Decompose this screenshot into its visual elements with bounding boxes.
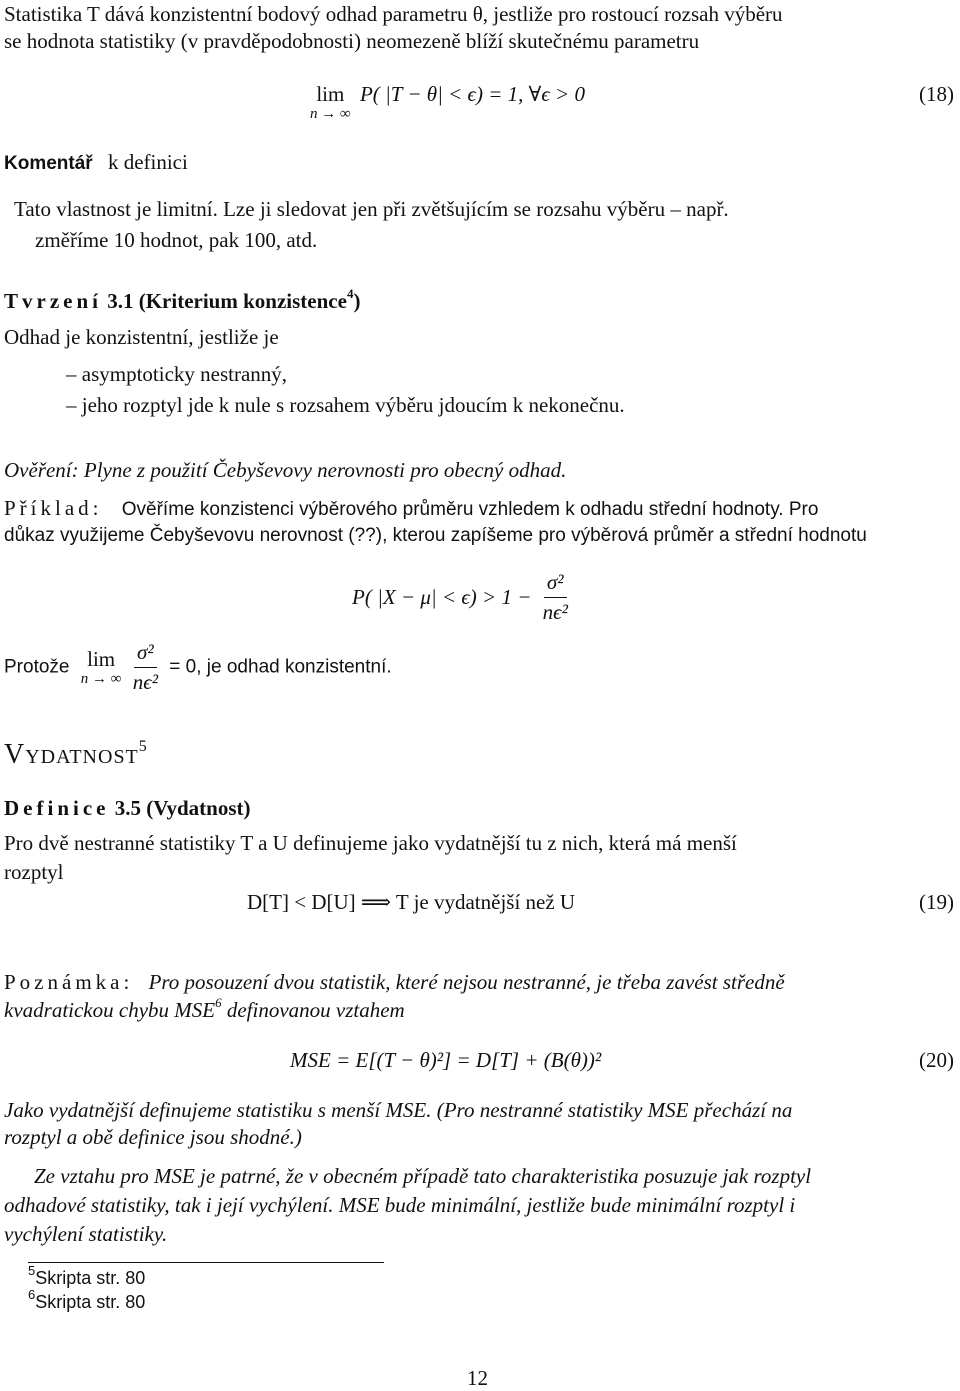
lim-subscript: n → ∞: [310, 106, 351, 123]
text-line: odhadové statistiky, tak i její vychýlení. MSE bude minimální, jestliže bude minimální rozptyl i: [4, 1193, 796, 1217]
footnote: [28, 1287, 146, 1314]
theorem-title-close: ): [353, 289, 361, 313]
chebyshev-inequality: [352, 570, 574, 625]
fraction-numerator: σ²: [134, 640, 157, 668]
equation-body: P( |T − θ| < ϵ) = 1, ∀ϵ > 0: [359, 82, 585, 106]
text-line: rozptyl: [4, 860, 64, 884]
footnote-mark: 6: [215, 995, 222, 1010]
text-line: Pro posouzení dvou statistik, které nejsou nestranné, je třeba zavést středně: [148, 970, 785, 994]
definition-number: 3.5: [114, 796, 141, 820]
equation-body: MSE = E[(T − θ)²] = D[T] + (B(θ))²: [290, 1048, 602, 1072]
limit-operator: [310, 82, 351, 123]
section-title: Vydatnost: [4, 739, 139, 770]
footnote-text: Skripta str. 80: [35, 1292, 146, 1312]
text-line: Ze vztahu pro MSE je patrné, že v obecném případě tato charakteristika posuzuje jak rozptyl: [34, 1164, 812, 1188]
theorem-intro: Odhad je konzistentní, jestliže je: [4, 325, 279, 349]
limit-operator: [81, 647, 122, 688]
text-line: Ověříme konzistenci výběrového průměru vzhledem k odhadu střední hodnoty. Pro: [121, 499, 819, 520]
footnote-rule: [28, 1262, 384, 1263]
equation-number: (20): [919, 1048, 954, 1072]
comment-label: Komentář: [4, 153, 93, 174]
text-line: se hodnota statistiky (v pravděpodobnosti) neomezeně blíží skutečnému parametru: [4, 29, 700, 53]
theorem-title: (Kriterium konzistence: [138, 289, 347, 313]
remark-label: Poznámka:: [4, 970, 134, 994]
page-number: 12: [467, 1366, 488, 1390]
footnote-mark: 5: [138, 737, 148, 755]
footnote: [28, 1263, 146, 1290]
inequality-left: P( |X − μ| < ϵ) > 1 −: [352, 585, 532, 610]
theorem-number: 3.1: [107, 289, 134, 313]
because-line: [4, 640, 392, 695]
text-line: vychýlení statistiky.: [4, 1222, 168, 1246]
lim-text: lim: [316, 82, 345, 106]
comment-title: k definici: [107, 150, 188, 174]
definition-label: Definice: [4, 796, 110, 820]
text-line: důkaz využijeme Čebyševovu nerovnost (??), kterou zapíšeme pro výběrová průměr a střední hodnotu: [4, 525, 867, 546]
text-line: Jako vydatnější definujeme statistiku s menší MSE. (Pro nestranné statistiky MSE přechází na: [4, 1098, 793, 1122]
lim-subscript: n → ∞: [80, 671, 122, 688]
lim-text: lim: [87, 647, 116, 672]
text-line: Tato vlastnost je limitní. Lze ji sledovat jen při zvětšujícím se rozsahu výběru – např.: [14, 197, 729, 221]
footnote-text: Skripta str. 80: [35, 1268, 146, 1288]
footnote-mark: 4: [346, 286, 354, 301]
example-label: Příklad:: [4, 496, 103, 520]
text-line: Pro dvě nestranné statistiky T a U definujeme jako vydatnější tu z nich, která má menší: [4, 831, 737, 855]
fraction-denominator: nϵ²: [542, 600, 568, 625]
fraction-numerator: σ²: [544, 570, 567, 598]
fraction: [540, 570, 571, 625]
theorem-label: Tvrzení: [4, 289, 102, 313]
text-line: změříme 10 hodnot, pak 100, atd.: [35, 228, 318, 252]
text-line: Statistika T dává konzistentní bodový odhad parametru θ, jestliže pro rostoucí rozsah výběru: [4, 2, 783, 26]
definition-title: (Vydatnost): [146, 796, 251, 820]
because-pre: Protože: [4, 656, 70, 678]
text-line: definovanou vztahem: [226, 998, 405, 1022]
footnote-mark: 6: [28, 1287, 36, 1302]
equation-number: (18): [919, 82, 954, 106]
section-heading: [4, 738, 148, 772]
text-line: kvadratickou chybu MSE: [4, 998, 216, 1022]
because-post: = 0, je odhad konzistentní.: [169, 656, 392, 678]
fraction: [130, 640, 161, 695]
text-line: rozptyl a obě definice jsou shodné.): [4, 1125, 302, 1149]
equation-body: D[T] < D[U] ⟹ T je vydatnější než U: [247, 890, 576, 914]
verification-text: Ověření: Plyne z použití Čebyševovy nerovnosti pro obecný odhad.: [4, 458, 567, 482]
list-item: – jeho rozptyl jde k nule s rozsahem výběru jdoucím k nekonečnu.: [66, 393, 625, 417]
footnote-mark: 5: [28, 1263, 36, 1278]
fraction-denominator: nϵ²: [132, 670, 159, 695]
list-item: – asymptoticky nestranný,: [66, 362, 288, 386]
equation-number: (19): [919, 890, 954, 914]
